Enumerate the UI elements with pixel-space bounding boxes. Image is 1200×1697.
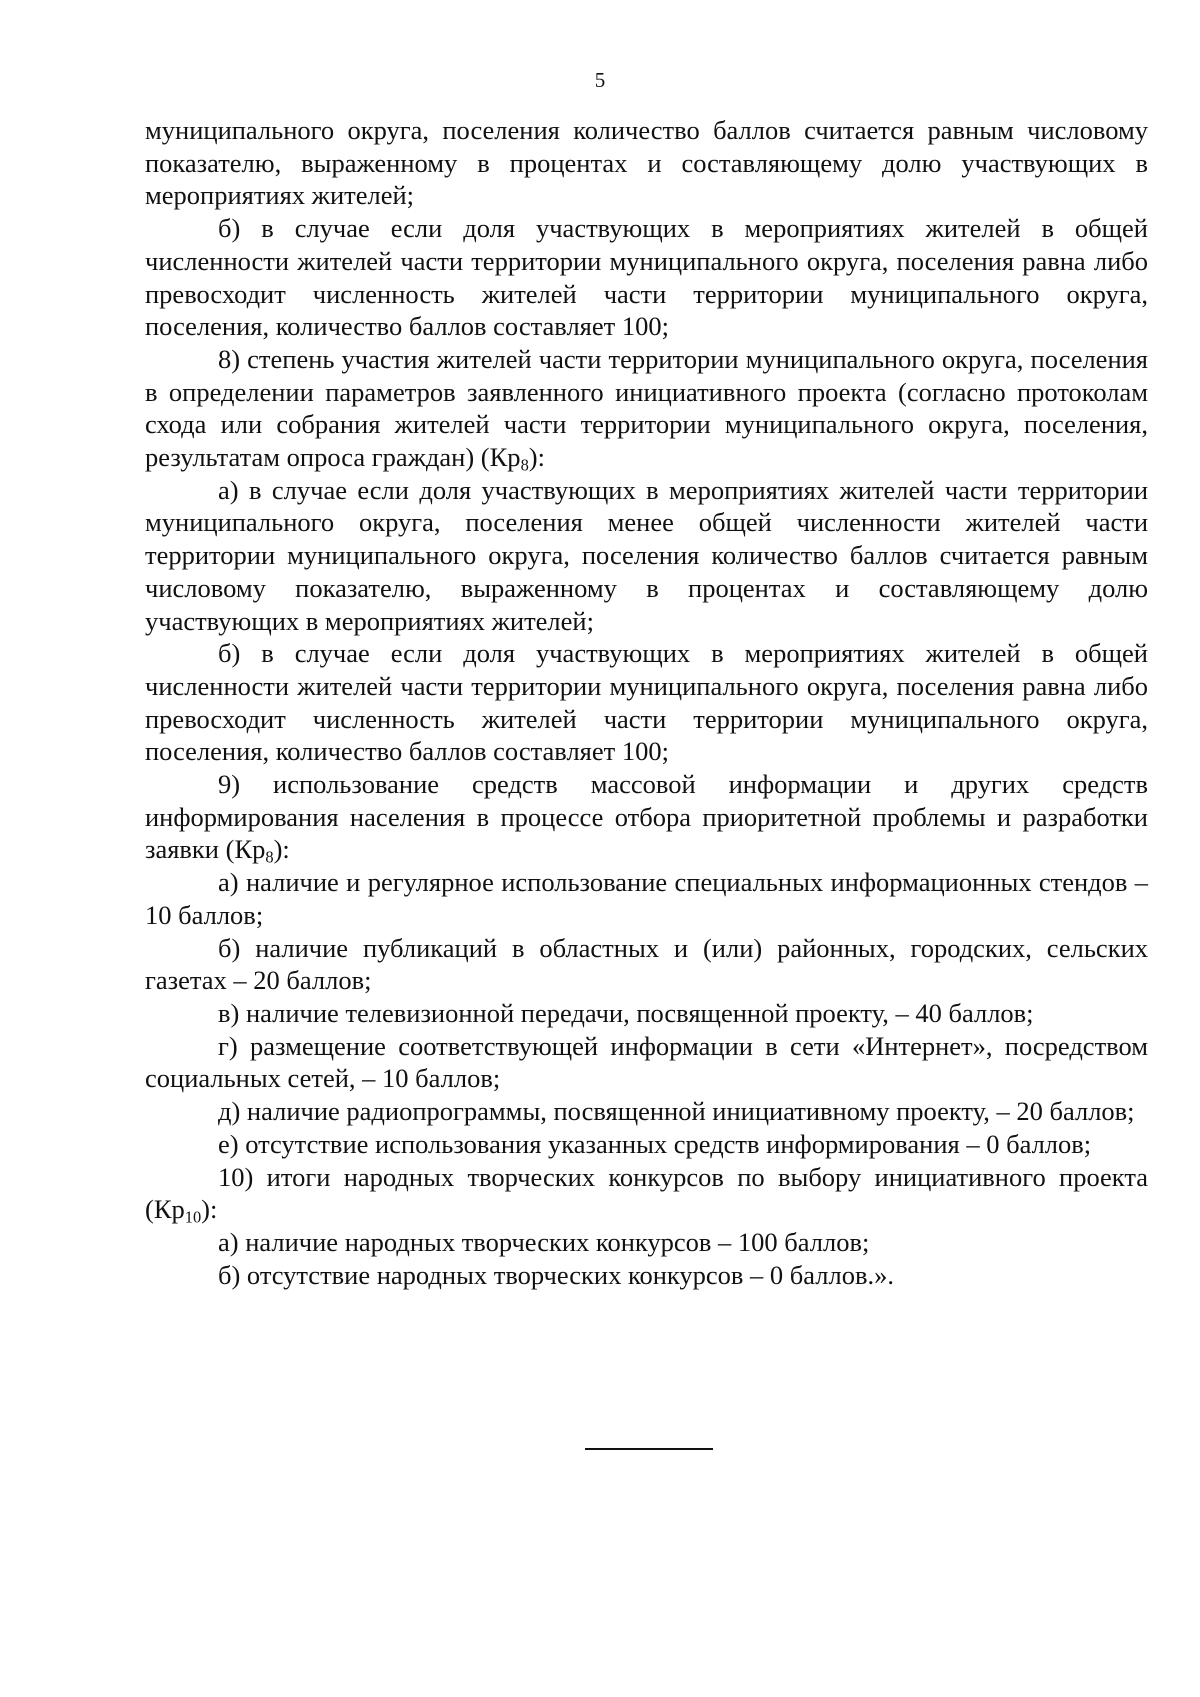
page-number: 5 bbox=[594, 68, 606, 92]
paragraph-9a: а) наличие и регулярное использование специальных информационных стендов – 10 баллов; bbox=[145, 867, 1148, 930]
paragraph-item-10: 10) итоги народных творческих конкурсов по выбору инициативного проекта $(Кр_{10})$: bbox=[145, 1161, 1148, 1227]
document-body bbox=[145, 114, 1148, 1291]
paragraph-9v: в) наличие телевизионной передачи, посвященной проекту, – 40 баллов; bbox=[218, 997, 1034, 1028]
paragraph-8b: б) в случае если доля участвующих в мероприятиях жителей в общей численности жителей части территории муниципального округа, поселения равна либо превосходит численность жителей части территории муниципального округа, поселения, количество баллов составляет 100; bbox=[145, 638, 1148, 767]
closing-rule bbox=[585, 1448, 713, 1450]
subscript-index: 8 bbox=[520, 455, 529, 475]
paragraph-9d: д) наличие радиопрограммы, посвященной инициативному проекту, – 20 баллов; bbox=[218, 1096, 1135, 1127]
paragraph-item-9: 9) использование средств массовой информации и других средств информирования населения в процессе отбора приоритетной проблемы и разработки заявки $(Кр_8)$: bbox=[145, 769, 1148, 868]
subscript-index: 10 bbox=[184, 1207, 202, 1227]
paragraph-9b: б) наличие публикаций в областных и (или) районных, городских, сельских газетах – 20 баллов; bbox=[145, 932, 1148, 996]
paragraph-10a: а) наличие народных творческих конкурсов – 100 баллов; bbox=[218, 1226, 870, 1257]
paragraph-8a: а) в случае если доля участвующих в мероприятиях жителей части территории муниципального округа, поселения менее общей численности жителей части территории муниципального округа, поселения количество баллов считается равным числовому показателю, выраженному в процентах и составляющему долю участвующих в мероприятиях жителей; bbox=[145, 474, 1148, 636]
paragraph-9g: г) размещение соответствующей информации в сети «Интернет», посредством социальных сетей, – 10 баллов; bbox=[145, 1030, 1148, 1094]
subscript-index: 8 bbox=[265, 848, 274, 868]
paragraph-item-8: 8) степень участия жителей части территории муниципального округа, поселения в определении параметров заявленного инициативного проекта (согласно протоколам схода или собрания жителей части территории муниципального округа, поселения, результатам опроса граждан) $(Кр_8)$: bbox=[145, 343, 1148, 475]
paragraph-9e: е) отсутствие использования указанных средств информирования – 0 баллов; bbox=[218, 1128, 1092, 1159]
paragraph-7b: б) в случае если доля участвующих в мероприятиях жителей в общей численности жителей части территории муниципального округа, поселения равна либо превосходит численность жителей части территории муниципального округа, поселения, количество баллов составляет 100; bbox=[145, 213, 1148, 342]
paragraph-continuation: муниципального округа, поселения количество баллов считается равным числовому показателю, выраженному в процентах и составляющему долю участвующих в мероприятиях жителей; bbox=[145, 115, 1148, 211]
paragraph-10b: б) отсутствие народных творческих конкурсов – 0 баллов.». bbox=[218, 1259, 894, 1290]
